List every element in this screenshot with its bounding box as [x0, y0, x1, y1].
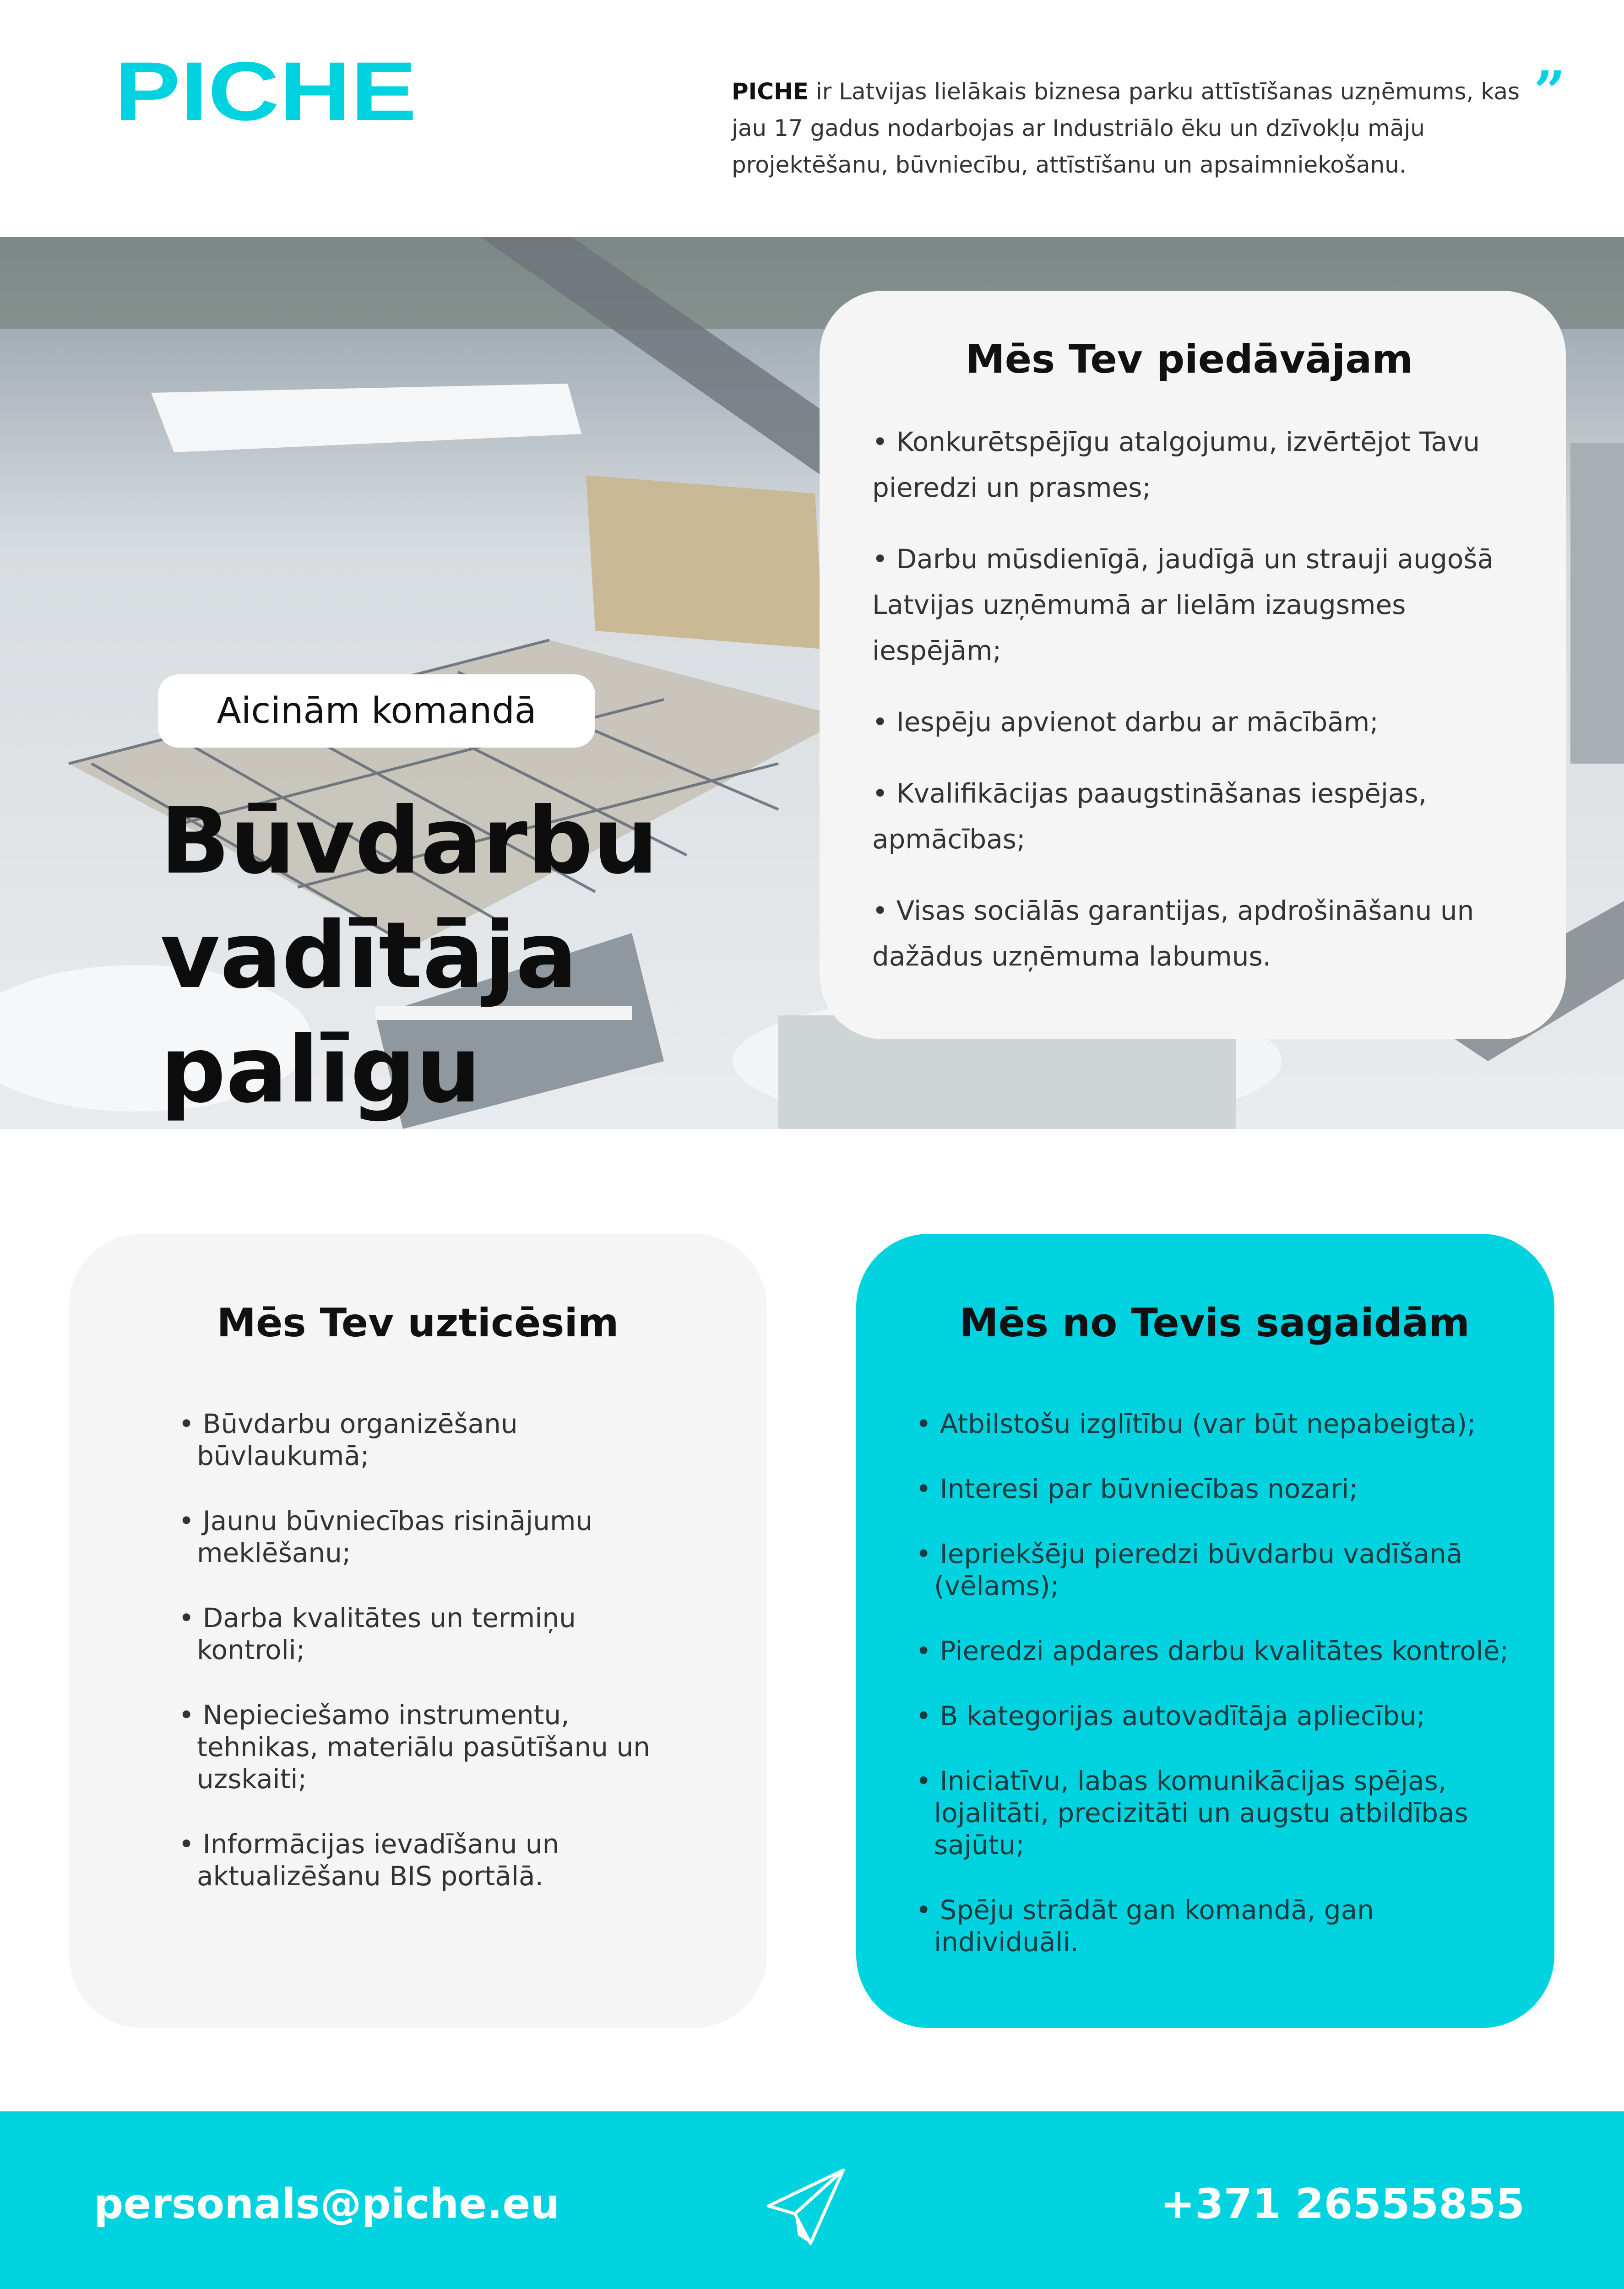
job-title-line: vadītāja	[160, 902, 578, 1009]
list-item: • Darba kvalitātes un termiņu kontroli;	[179, 1602, 576, 1665]
responsibilities-list	[179, 1408, 689, 1892]
list-item: • Jaunu būvniecības risinājumu meklēšanu;	[179, 1505, 593, 1568]
list-item: • Būvdarbu organizēšanu būvlaukumā;	[179, 1408, 518, 1471]
responsibilities-title: Mēs Tev uzticēsim	[217, 1300, 619, 1346]
list-item: • Atbilstošu izglītību (var būt nepabeigta);	[916, 1408, 1476, 1439]
list-item: • Pieredzi apdares darbu kvalitātes kontrolē;	[916, 1635, 1509, 1666]
offer-title: Mēs Tev piedāvājam	[966, 336, 1413, 382]
svg-text:PICHE: PICHE	[114, 60, 417, 128]
requirements-list	[916, 1408, 1513, 1958]
offer-item: • Iespēju apvienot darbu ar mācībām;	[872, 706, 1379, 738]
offer-item: • Visas sociālās garantijas, apdrošināšanu un dažādus uzņēmuma labumus.	[872, 895, 1474, 972]
contact-footer	[0, 2111, 1624, 2289]
hero-section	[0, 237, 1624, 1129]
phone-link[interactable]: +371 26555855	[1160, 2180, 1525, 2228]
list-item: • B kategorijas autovadītāja apliecību;	[916, 1700, 1426, 1731]
quote-mark-icon: ”	[1534, 59, 1566, 124]
job-title-line: Būvdarbu	[160, 788, 658, 895]
piche-logo	[114, 60, 417, 128]
list-item: • Iepriekšēju pieredzi būvdarbu vadīšanā (vēlams);	[916, 1538, 1463, 1601]
offer-card	[820, 291, 1566, 1039]
list-item: • Informācijas ievadīšanu un aktualizēšanu BIS portālā.	[179, 1828, 559, 1892]
requirements-card	[856, 1234, 1554, 2028]
offer-item: • Kvalifikācijas paaugstināšanas iespējas, apmācības;	[872, 778, 1427, 855]
requirements-title: Mēs no Tevis sagaidām	[959, 1300, 1470, 1346]
company-description: ir Latvijas lielākais biznesa parku attīstīšanas uzņēmums, kas jau 17 gadus nodarbojas ar Industriālo ēku un dzīvokļu māju projektēšanu, būvniecību, attīstīšanu un apsaimniekošanu.	[732, 78, 1520, 178]
job-title	[160, 784, 755, 1128]
email-link[interactable]: personals@piche.eu	[94, 2180, 560, 2228]
company-intro	[732, 73, 1537, 183]
offer-item: • Darbu mūsdienīgā, jaudīgā un strauji augošā Latvijas uzņēmumā ar lielām izaugsmes iespējām;	[872, 543, 1494, 666]
offer-item: • Konkurētspējīgu atalgojumu, izvērtējot Tavu pieredzi un prasmes;	[872, 426, 1480, 503]
list-item: • Spēju strādāt gan komandā, gan individuāli.	[916, 1894, 1374, 1958]
list-item: • Iniciatīvu, labas komunikācijas spējas, lojalitāti, precizitāti un augstu atbildības sajūtu;	[916, 1765, 1468, 1860]
list-item: • Nepieciešamo instrumentu, tehnikas, materiālu pasūtīšanu un uzskaiti;	[179, 1699, 650, 1795]
list-item: • Interesi par būvniecības nozari;	[916, 1473, 1358, 1504]
company-name: PICHE	[732, 78, 809, 105]
job-title-line: palīgu	[160, 1017, 481, 1123]
paper-plane-icon	[767, 2169, 845, 2246]
responsibilities-card	[69, 1234, 767, 2028]
hero-tag: Aicinām komandā	[158, 674, 595, 748]
